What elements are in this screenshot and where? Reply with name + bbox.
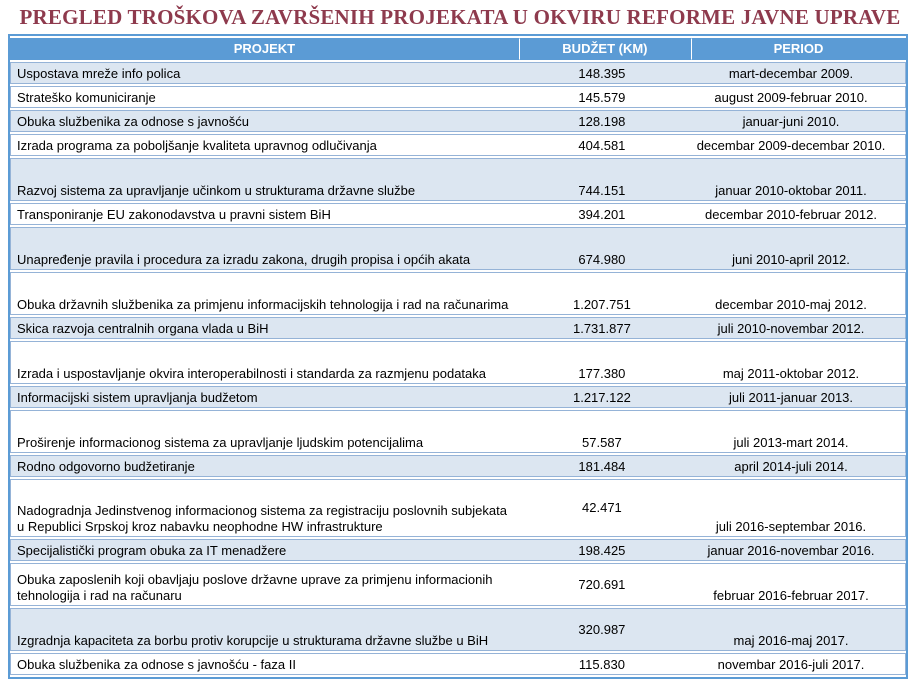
period-cell: januar 2016-novembar 2016. bbox=[691, 539, 906, 561]
table-row bbox=[10, 158, 906, 201]
table-header-row bbox=[10, 38, 906, 60]
budget-cell: 115.830 bbox=[519, 653, 691, 675]
period-cell: decembar 2010-maj 2012. bbox=[691, 272, 906, 315]
project-name-cell: Obuka zaposlenih koji obavljaju poslove državne uprave za primjenu informacionih tehnologija i rad na računaru bbox=[10, 563, 519, 606]
table-row bbox=[10, 341, 906, 384]
table-row bbox=[10, 563, 906, 606]
project-name-cell: Rodno odgovorno budžetiranje bbox=[10, 455, 519, 477]
budget-cell: 674.980 bbox=[519, 227, 691, 270]
project-name-cell: Transponiranje EU zakonodavstva u pravni sistem BiH bbox=[10, 203, 519, 225]
period-cell: juli 2013-mart 2014. bbox=[691, 410, 906, 453]
budget-cell: 320.987 bbox=[519, 608, 691, 651]
period-cell: decembar 2009-decembar 2010. bbox=[691, 134, 906, 156]
period-cell: maj 2011-oktobar 2012. bbox=[691, 341, 906, 384]
period-cell: april 2014-juli 2014. bbox=[691, 455, 906, 477]
budget-cell: 198.425 bbox=[519, 539, 691, 561]
project-name-cell: Izgradnja kapaciteta za borbu protiv korupcije u strukturama državne službe u BiH bbox=[10, 608, 519, 651]
budget-cell: 1.207.751 bbox=[519, 272, 691, 315]
budget-cell: 145.579 bbox=[519, 86, 691, 108]
project-name-cell: Izrada i uspostavljanje okvira interoperabilnosti i standarda za razmjenu podataka bbox=[10, 341, 519, 384]
column-header-budzet: BUDŽET (KM) bbox=[519, 38, 691, 60]
budget-cell: 128.198 bbox=[519, 110, 691, 132]
table-row bbox=[10, 110, 906, 132]
period-cell: mart-decembar 2009. bbox=[691, 62, 906, 84]
table-row bbox=[10, 455, 906, 477]
period-cell: juli 2011-januar 2013. bbox=[691, 386, 906, 408]
table-row bbox=[10, 272, 906, 315]
period-cell: juli 2016-septembar 2016. bbox=[691, 479, 906, 537]
project-name-cell: Uspostava mreže info polica bbox=[10, 62, 519, 84]
table-row bbox=[10, 134, 906, 156]
budget-cell: 1.217.122 bbox=[519, 386, 691, 408]
budget-cell: 148.395 bbox=[519, 62, 691, 84]
period-cell: august 2009-februar 2010. bbox=[691, 86, 906, 108]
budget-cell: 404.581 bbox=[519, 134, 691, 156]
budget-cell: 1.731.877 bbox=[519, 317, 691, 339]
budget-cell: 177.380 bbox=[519, 341, 691, 384]
project-name-cell: Razvoj sistema za upravljanje učinkom u strukturama državne službe bbox=[10, 158, 519, 201]
period-cell: novembar 2016-juli 2017. bbox=[691, 653, 906, 675]
project-name-cell: Obuka državnih službenika za primjenu informacijskih tehnologija i rad na računarima bbox=[10, 272, 519, 315]
period-cell: maj 2016-maj 2017. bbox=[691, 608, 906, 651]
table-row bbox=[10, 86, 906, 108]
project-name-cell: Obuka službenika za odnose s javnošću - faza II bbox=[10, 653, 519, 675]
period-cell: juli 2010-novembar 2012. bbox=[691, 317, 906, 339]
period-cell: januar 2010-oktobar 2011. bbox=[691, 158, 906, 201]
budget-cell: 720.691 bbox=[519, 563, 691, 606]
projects-cost-table bbox=[8, 34, 908, 679]
table-row bbox=[10, 539, 906, 561]
project-name-cell: Specijalistički program obuka za IT menadžere bbox=[10, 539, 519, 561]
budget-cell: 42.471 bbox=[519, 479, 691, 537]
project-name-cell: Skica razvoja centralnih organa vlada u BiH bbox=[10, 317, 519, 339]
period-cell: decembar 2010-februar 2012. bbox=[691, 203, 906, 225]
project-name-cell: Informacijski sistem upravljanja budžetom bbox=[10, 386, 519, 408]
table-row bbox=[10, 203, 906, 225]
project-name-cell: Nadogradnja Jedinstvenog informacionog sistema za registraciju poslovnih subjekata u Republici Srpskoj kroz nabavku neophodne HW infrastrukture bbox=[10, 479, 519, 537]
table-row bbox=[10, 653, 906, 675]
table-row bbox=[10, 386, 906, 408]
page-title: PREGLED TROŠKOVA ZAVRŠENIH PROJEKATA U OKVIRU REFORME JAVNE UPRAVE bbox=[19, 5, 901, 29]
table-row bbox=[10, 608, 906, 651]
project-name-cell: Unapređenje pravila i procedura za izradu zakona, drugih propisa i općih akata bbox=[10, 227, 519, 270]
table-row bbox=[10, 479, 906, 537]
column-header-period: PERIOD bbox=[691, 38, 906, 60]
budget-cell: 181.484 bbox=[519, 455, 691, 477]
period-cell: februar 2016-februar 2017. bbox=[691, 563, 906, 606]
project-name-cell: Obuka službenika za odnose s javnošću bbox=[10, 110, 519, 132]
budget-cell: 744.151 bbox=[519, 158, 691, 201]
table-row bbox=[10, 227, 906, 270]
table-row bbox=[10, 62, 906, 84]
column-header-projekt: PROJEKT bbox=[10, 38, 519, 60]
period-cell: juni 2010-april 2012. bbox=[691, 227, 906, 270]
project-name-cell: Strateško komuniciranje bbox=[10, 86, 519, 108]
budget-cell: 57.587 bbox=[519, 410, 691, 453]
table-row bbox=[10, 317, 906, 339]
project-name-cell: Izrada programa za poboljšanje kvaliteta upravnog odlučivanja bbox=[10, 134, 519, 156]
table-row bbox=[10, 410, 906, 453]
period-cell: januar-juni 2010. bbox=[691, 110, 906, 132]
budget-cell: 394.201 bbox=[519, 203, 691, 225]
project-name-cell: Proširenje informacionog sistema za upravljanje ljudskim potencijalima bbox=[10, 410, 519, 453]
